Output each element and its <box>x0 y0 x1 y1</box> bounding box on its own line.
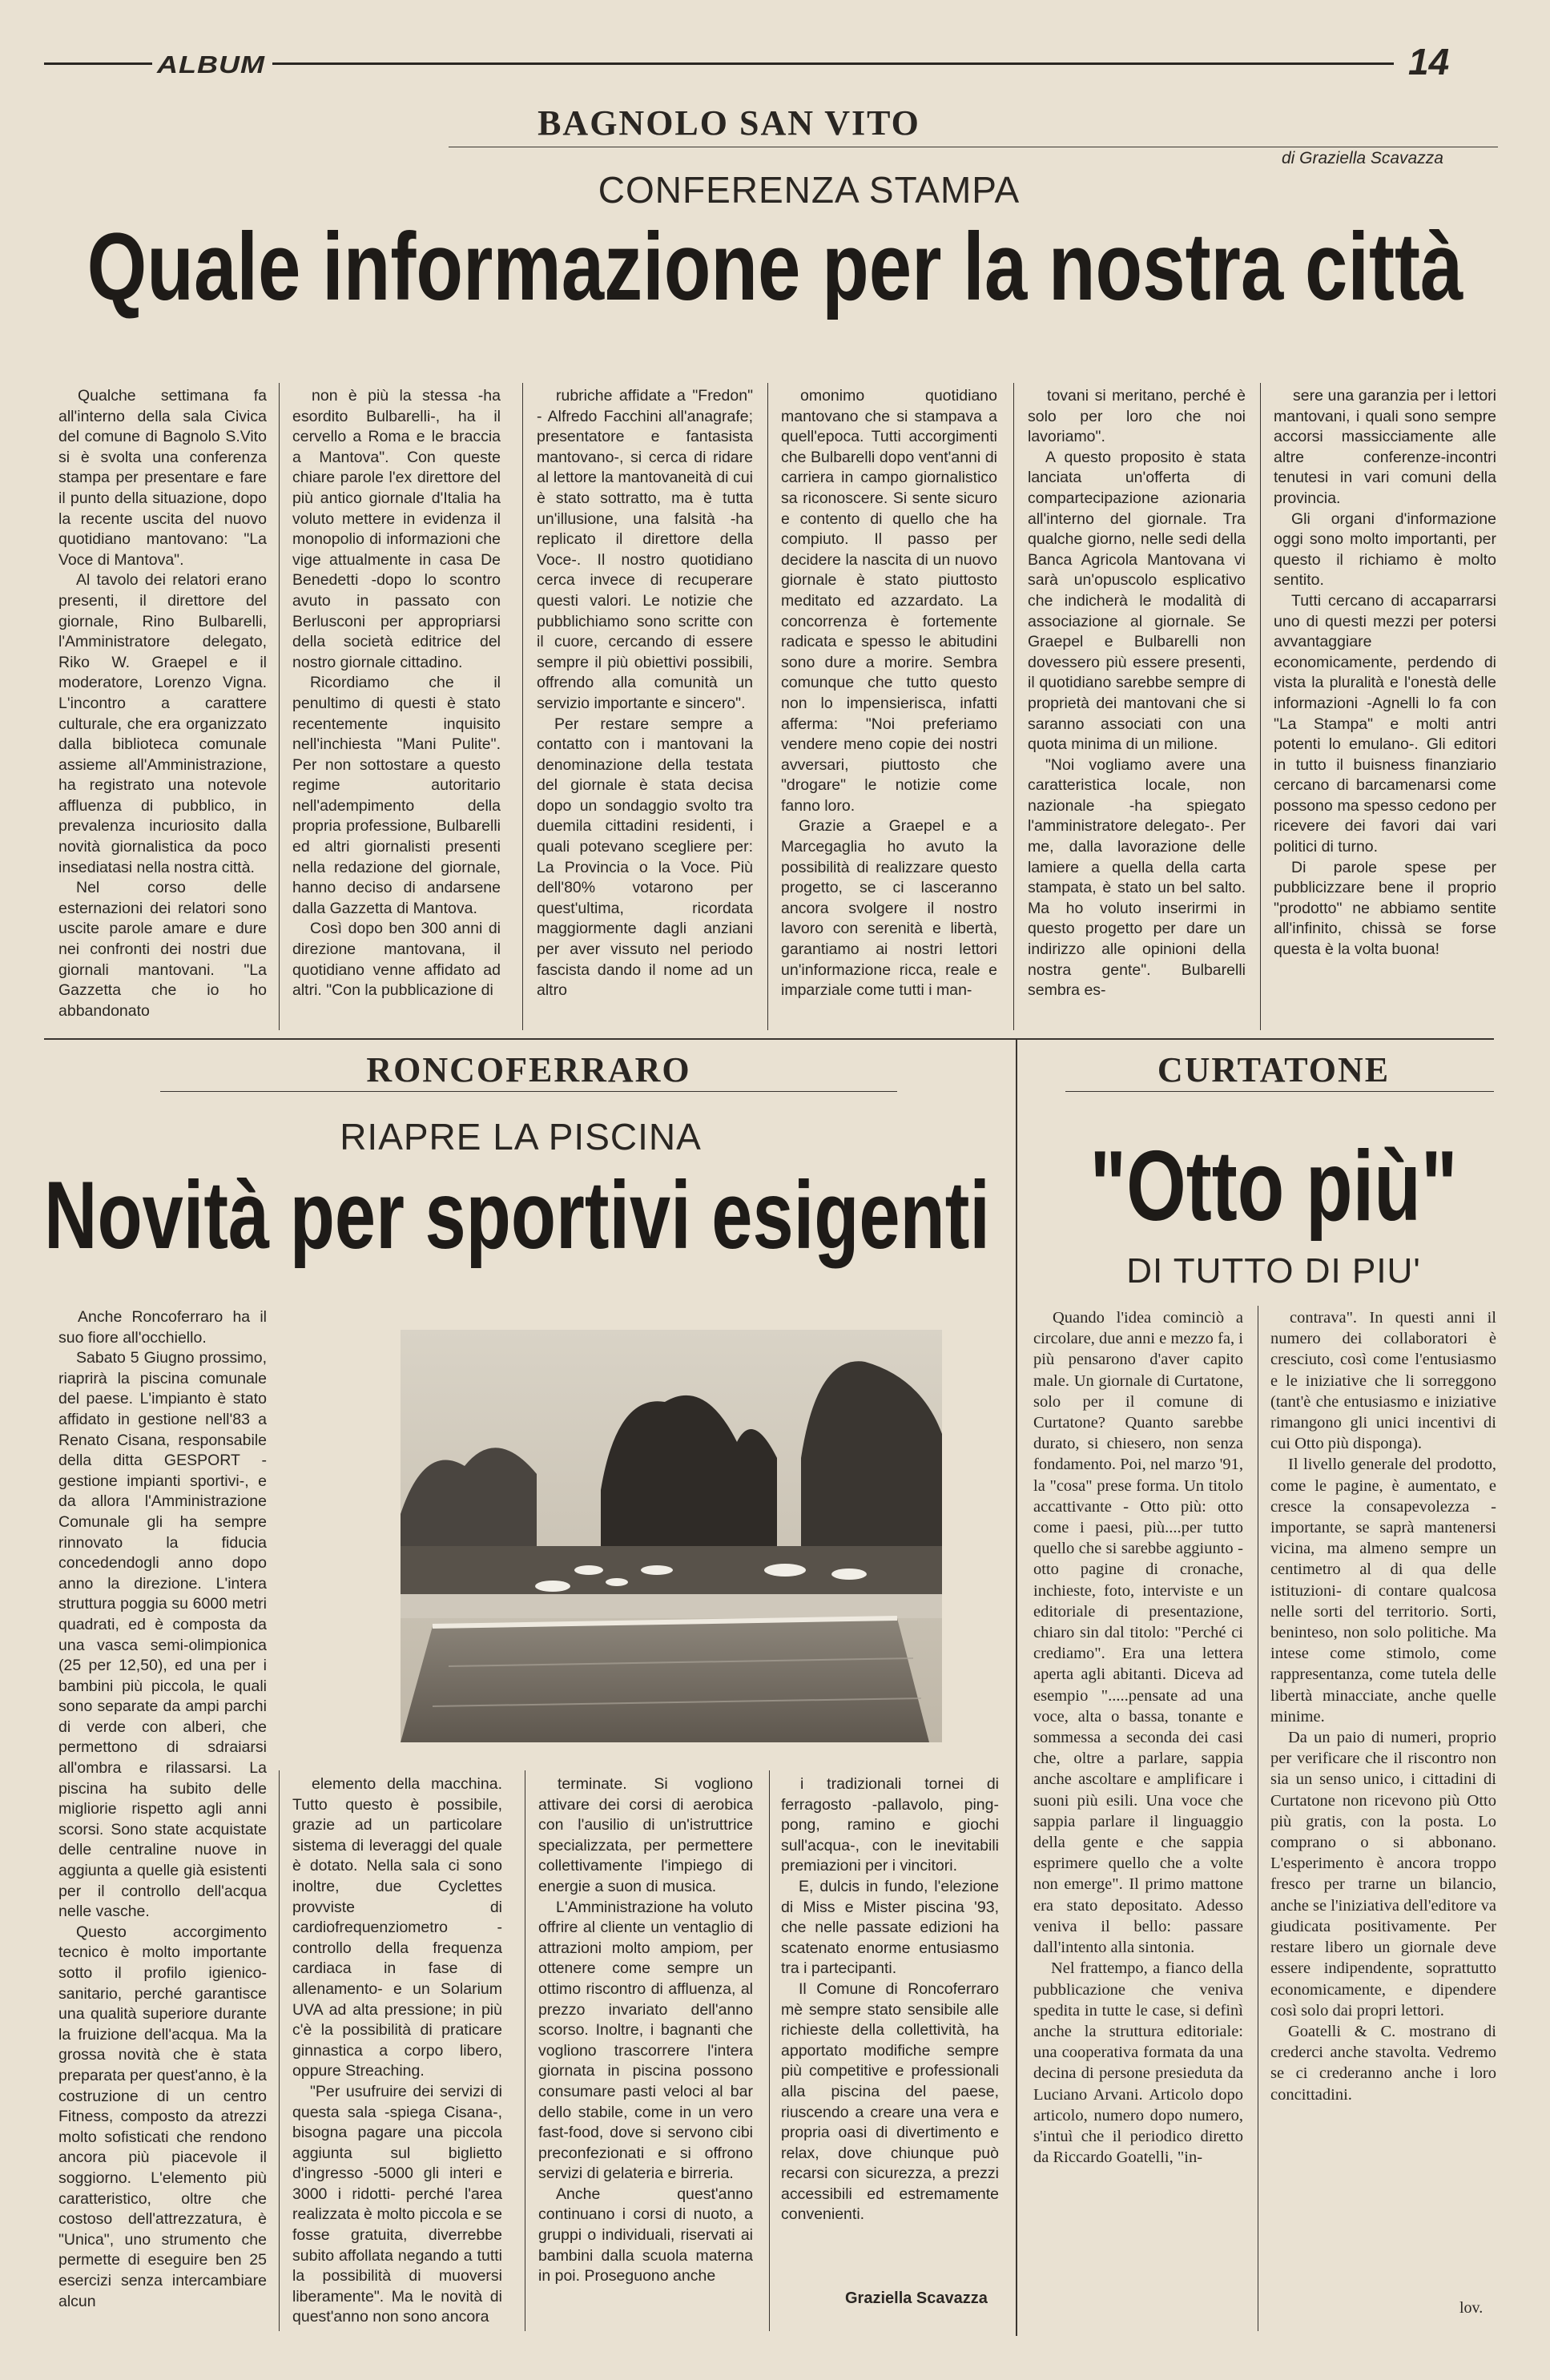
paragraph: L'Amministrazione ha voluto offrire al cliente un ventaglio di attrazioni molto ampiom, per ottenere come sempre un ottimo riscontro di affluenza, al prezzo invariato dell'anno scorso. Inoltre, i bagnanti che vogliono trascorrere l'intera giornata in piscina possono consumare pasti veloci al bar dello stabile, come in un vero fast-food, dove si servono cibi preconfezionati e si offrono servizi di gelateria e birreria. <box>538 1898 753 2183</box>
article2-column-2 <box>292 1774 502 2329</box>
paragraph: Da un paio di numeri, proprio per verificare che il riscontro non sia un senso unico, i cittadini di Curtatone non ricevono più Otto più gratis, con la posta. Lo comprano o si abbonano. L'esperimento è ancora troppo fresco per trarne un bilancio, anche se l'iniziativa dell'editore va giudicata positivamente. Per restare libero un giornale deve essere indipendente, soprattutto economicamente, e dipendere così solo dai propri lettori. <box>1270 1729 1496 2020</box>
header-rule-left <box>44 62 152 65</box>
article3-column-1 <box>1033 1307 1243 2329</box>
headline-roncoferraro: Novità per sportivi esigenti <box>44 1162 990 1269</box>
divider <box>1013 383 1014 1030</box>
page-number: 14 <box>1408 41 1450 83</box>
divider <box>279 1770 280 2331</box>
section-underline-curtatone <box>1065 1091 1494 1092</box>
signature-curtatone: lov. <box>1459 2299 1484 2317</box>
divider <box>1016 1038 1017 2336</box>
paragraph: Anche Roncoferraro ha il suo fiore all'occhiello. <box>58 1308 267 1347</box>
paragraph: Al tavolo dei relatori erano presenti, il direttore del giornale, Rino Bulbarelli, l'Amministratore delegato, Riko W. Graepel e il moderatore, Lorenzo Vigna. L'incontro a carattere culturale, che era organizzato dalla biblioteca comunale assieme all'Amministrazione, ha registrato una notevole affluenza di pubblico, in prevalenza incuriosito dalla novità giornalistica da poco insediatasi nella nostra città. <box>58 571 267 876</box>
magazine-logo: ALBUM <box>157 50 265 79</box>
paragraph: Così dopo ben 300 anni di direzione mantovana, il quotidiano venne affidato ad altri. "Con la pubblicazione di <box>292 920 501 1000</box>
headline-bagnolo: Quale informazione per la nostra città <box>87 213 1463 320</box>
paragraph: Il Comune di Roncoferraro mè sempre stato sensibile alle richieste della collettività, ha apportato modifiche sempre più competitive e professionali alla piscina del paese, riuscendo a creare una vera e propria oasi di divertimento e relax, dove chiunque può recarsi con sicurezza, a prezzi accessibili ed estremamente convenienti. <box>781 1979 999 2224</box>
paragraph: rubriche affidate a "Fredon" - Alfredo Facchini all'anagrafe; presentatore e fantasista mantovano-, si cerca di ridare al lettore la mantovaneità di cui è stato sottratto, ma è tutta un'illusione, una falsità -ha replicato il direttore della Voce-. Il nostro quotidiano cerca invece di recuperare questi valori. Le notizie che pubblichiamo sono scritte con il cuore, cercando di essere sempre il più obiettivi possibili, offrendo alla comunità un servizio importante e sincero". <box>537 387 753 712</box>
paragraph: terminate. Si vogliono attivare dei corsi di aerobica con l'ausilio di un'istruttrice specializzata, per permettere collettivamente l'impiego di energie a suon di musica. <box>538 1775 753 1895</box>
paragraph: "Per usufruire dei servizi di questa sala -spiega Cisana-, bisogna pagare una piccola aggiunta sul biglietto d'ingresso -5000 gli interi e 3000 i ridotti- perché l'area realizzata è molto piccola e se fosse gratuita, diverrebbe subito affollata negando a tutti la possibilità di muoversi liberamente". Ma le novità di quest'anno non sono ancora <box>292 2082 502 2326</box>
paragraph: Nel corso delle esternazioni dei relatori sono uscite parole amare e dure nei confronti dei nostri due giornali mantovani. "La Gazzetta che io ho abbandonato <box>58 879 267 1020</box>
paragraph: Sabato 5 Giugno prossimo, riaprirà la piscina comunale del paese. L'impianto è stato affidato in gestione nell'83 a Renato Cisana, responsabile della ditta GESPORT -gestione impianti sportivi-, e da allora l'Amministrazione Comunale gli ha sempre rinnovato la fiducia concedendogli anno dopo anno la direzione. L'intera struttura poggia su 6000 metri quadrati, ed è composta da una vasca semi-olimpionica (25 per 12,50), ed una per i bambini più piccola, le quali sono separate da ampi parchi di verde con alberi, che permettono di sdraiarsi all'ombra e rilassarsi. La piscina ha subito delle migliorie rispetto agli anni scorsi. Sono state acquistate delle centraline nuove in aggiunta a quelle già esistenti per il controllo dell'acqua nelle vasche. <box>58 1349 267 1921</box>
article2-column-1 <box>58 1307 267 2329</box>
paragraph: Nel frattempo, a fianco della pubblicazione che veniva spedita in tutte le case, si definì anche la struttura editoriale: una cooperativa formata da una decina di persone presieduta da Luciano Arvani. Articolo dopo articolo, numero dopo numero, s'intuì che il periodico diretto da Riccardo Goatelli, "in- <box>1033 1959 1243 2167</box>
pool-photo <box>401 1330 942 1742</box>
paragraph: Goatelli & C. mostrano di crederci anche stavolta. Vedremo se ci crederanno anche i loro concittadini. <box>1270 2022 1496 2104</box>
pool-photo-svg <box>401 1330 942 1742</box>
paragraph: E, dulcis in fundo, l'elezione di Miss e Mister piscina '93, che nelle passate edizioni ha scatenato enorme entusiasmo tra i partecipanti. <box>781 1877 999 1978</box>
header-rule-right <box>272 62 1394 65</box>
paragraph: Quando l'idea cominciò a circolare, due anni e mezzo fa, i più pensarono d'aver capito male. Un giornale di Curtatone, solo per il comune di Curtatone? Quanto sarebbe durato, si chiesero, non senza fondamento. Poi, nel marzo '91, la "cosa" prese forma. Un titolo accattivante - Otto più: otto come i paesi, più....per tutto quello che si sarebbe aggiunto - otto pagine di cronache, inchieste, foto, interviste e un editoriale di presentazione, chiaro sin dal titolo: "Perché ci crediamo". Era una lettera aperta agli abitanti. Diceva ad esempio ".....pensate ad una voce, alta o bassa, tonante e sommessa a seconda dei casi che, oltre a parlare, sappia anche ascoltare e amplificare i suoni più esili. Una voce che sappia parlare il linguaggio della gente e che sappia esprimere quello che a volte non emerge". Il primo mattone era stato depositato. Adesso veniva il bello: passare dall'intento alla sintonia. <box>1033 1309 1243 1957</box>
paragraph: Ricordiamo che il penultimo di questi è stato recentemente inquisito nell'inchiesta "Mani Pulite". Per non sottostare a questo regime autoritario nell'adempimento della propria professione, Bulbarelli ed altri giornalisti presenti nella redazione del giornale, hanno deciso di andarsene dalla Gazzetta di Mantova. <box>292 674 501 917</box>
paragraph: Per restare sempre a contatto con i mantovani la denominazione della testata del giornale è stata decisa dopo un sondaggio svolto tra duemila cittadini residenti, i quali potevano scegliere per: La Provincia o la Voce. Più dell'80% votarono per quest'ultima, ricordata maggiormente dagli anziani per aver vissuto nel periodo fascista dando il nome ad un altro <box>537 715 753 1000</box>
paragraph: Questo accorgimento tecnico è molto importante sotto il profilo igienico-sanitario, perché garantisce una qualità superiore durante la fruizione dell'acqua. Ma la grossa novità che è stata preparata per quest'anno, è la costruzione di un centro Fitness, composto da atrezzi molto sofisticati che rendono ancora più piacevole il soggiorno. L'elemento più caratteristico, oltre che costoso dell'attrezzatura, è "Unica", uno strumento che permette di eseguire ben 25 esercizi senza intercambiare alcun <box>58 1923 267 2310</box>
section-title-bagnolo: BAGNOLO SAN VITO <box>537 103 920 143</box>
pool-water <box>401 1618 929 1742</box>
paragraph: contrava". In questi anni il numero dei collaboratori è cresciuto, così come l'entusiasmo e le iniziative che li sorreggono (tant'è che entusiasmo e iniziative rimangono gli unici incentivi di cui Otto più disponga). <box>1270 1309 1496 1453</box>
paragraph: A questo proposito è stata lanciata un'offerta di compartecipazione azionaria all'interno del giornale. Tra qualche giorno, nelle sedi della Banca Agricola Mantovana vi sarà un'opuscolo esplicativo che indicherà le modalità di associazione al giornale. Se Graepel e Bulbarelli non dovessero più essere presenti, il quotidiano sarebbe sempre di proprietà dei mantovani che si saranno associati con una quota minima di un milione. <box>1028 448 1246 754</box>
section-title-curtatone: CURTATONE <box>1157 1050 1391 1089</box>
article1-column-4 <box>781 386 997 1029</box>
paragraph: "Noi vogliamo avere una caratteristica locale, non nazionale -ha spiegato l'amministratore delegato-. Per me, dalla lavorazione delle lamiere a quella della carta stampata, è stato un bel salto. Ma ho voluto inserirmi in questo progetto per dare un indirizzo alle opinioni della nostra gente". Bulbarelli sembra es- <box>1028 755 1246 1000</box>
article3-column-2 <box>1270 1307 1496 2297</box>
horizontal-divider <box>44 1038 1494 1040</box>
article1-column-1 <box>58 386 267 1029</box>
divider <box>279 383 280 1030</box>
section-underline-roncoferraro <box>160 1091 897 1092</box>
paragraph: Il livello generale del prodotto, come le pagine, è aumentato, e cresce la consapevolezza -importante, se saprà mantenersi vicina, ma almeno sempre un centimetro al di qua delle istituzioni- di contare qualcosa nelle sorti del territorio. Sorti, beninteso, non solo politiche. Ma intese come stimolo, come rappresentanza, come tutela delle libertà minacciate, anche quelle minime. <box>1270 1456 1496 1726</box>
article2-column-4 <box>781 1774 999 2287</box>
paragraph: elemento della macchina. Tutto questo è possibile, grazie ad un particolare sistema di leveraggi del quale è dotato. Nella sala ci sono inoltre, due Cyclettes provviste di cardiofrequenziometro -controllo della frequenza cardiaca in fase di allenamento- e un Solarium UVA ad alta pressione; in più c'è la possibilità di praticare ginnastica a corpo libero, oppure Streaching. <box>292 1775 502 2080</box>
paragraph: tovani si meritano, perché è solo per loro che noi lavoriamo". <box>1028 387 1246 446</box>
divider <box>522 383 523 1030</box>
paragraph: Tutti cercano di accaparrarsi uno di questi mezzi per potersi avvantaggiare economicamente, perdendo di vista la pluralità e l'onestà delle informazioni -Agnelli lo fa con "La Stampa" e molti antri potenti lo emulano-. Gli editori in tutto il buisness finanziario cercano di barcamenarsi come possono ma spesso cedono per ricevere dei favori dai vari politici di turno. <box>1274 591 1496 856</box>
divider <box>769 1770 770 2331</box>
article2-column-3 <box>538 1774 753 2329</box>
paragraph: Grazie a Graepel e a Marcegaglia ho avuto la possibilità di realizzare questo progetto, se ci lasceranno ancora svolgere il nostro lavoro con serenità e libertà, garantiamo ai nostri lettori un'informazione ricca, reale e imparziale come tutti i man- <box>781 817 997 1000</box>
paragraph: non è più la stessa -ha esordito Bulbarelli-, ha il cervello a Roma e le braccia a Mantova". Con queste chiare parole l'ex direttore del più antico giornale d'Italia ha voluto mettere in evidenza il monopolio di informazioni che vige attualmente in casa De Benedetti -dopo lo scontro avuto in passato con Berlusconi per appropriarsi della società editrice del nostro giornale cittadino. <box>292 387 501 671</box>
paragraph: Qualche settimana fa all'interno della sala Civica del comune di Bagnolo S.Vito si è svolta una conferenza stampa per presentare e fare il punto della situazione, dopo la recente uscita del nuovo quotidiano mantovano: "La Voce di Mantova". <box>58 387 267 569</box>
kicker-di-tutto-di-piu: DI TUTTO DI PIU' <box>1126 1251 1421 1291</box>
paragraph: Gli organi d'informazione oggi sono molto importanti, per questo il richiamo è molto sentito. <box>1274 509 1496 590</box>
paragraph: omonimo quotidiano mantovano che si stampava a quell'epoca. Tutti accorgimenti che Bulbarelli dopo vent'anni di carriera in campo giornalistico sa riconoscere. Si sente sicuro e contento di quello che ha compiuto. Il passo per decidere la nascita di un nuovo giornale è stato piuttosto meditato ed azzardato. La concorrenza è fortemente radicata e spesso le abitudini sono dure a morire. Sembra comunque che tutto questo non lo impensierisca, infatti afferma: "Noi preferiamo vendere meno copie dei nostri avversari, piuttosto che "drogare" le notizie come fanno loro. <box>781 387 997 815</box>
byline-bagnolo: di Graziella Scavazza <box>1282 149 1443 167</box>
paragraph: sere una garanzia per i lettori mantovani, i quali sono sempre accorsi massicciamente alle altre conferenze-incontri tenutesi in vari comuni della provincia. <box>1274 387 1496 507</box>
article1-column-5 <box>1028 386 1246 1029</box>
divider <box>767 383 768 1030</box>
paragraph: Anche quest'anno continuano i corsi di nuoto, a gruppi o individuali, riservati ai bambini dalla scuola materna in poi. Proseguono anche <box>538 2185 753 2285</box>
article1-column-6 <box>1274 386 1496 995</box>
paragraph: Di parole spese per pubblicizzare bene il proprio "prodotto" ne abbiamo sentite all'infinito, chissà se forse questa è la volta buona! <box>1274 858 1496 959</box>
divider <box>1260 383 1261 1030</box>
article1-column-3 <box>537 386 753 1029</box>
headline-curtatone: "Otto più" <box>1089 1130 1458 1242</box>
kicker-conferenza-stampa: CONFERENZA STAMPA <box>598 169 1021 211</box>
article1-column-2 <box>292 386 501 1029</box>
kicker-riapre-la-piscina: RIAPRE LA PISCINA <box>340 1116 702 1158</box>
section-title-roncoferraro: RONCOFERRARO <box>366 1050 691 1089</box>
paragraph: i tradizionali tornei di ferragosto -pallavolo, ping-pong, ramino e giochi sull'acqua-, con le inevitabili premiazioni per i vincitori. <box>781 1775 999 1875</box>
signature-roncoferraro: Graziella Scavazza <box>845 2289 988 2307</box>
